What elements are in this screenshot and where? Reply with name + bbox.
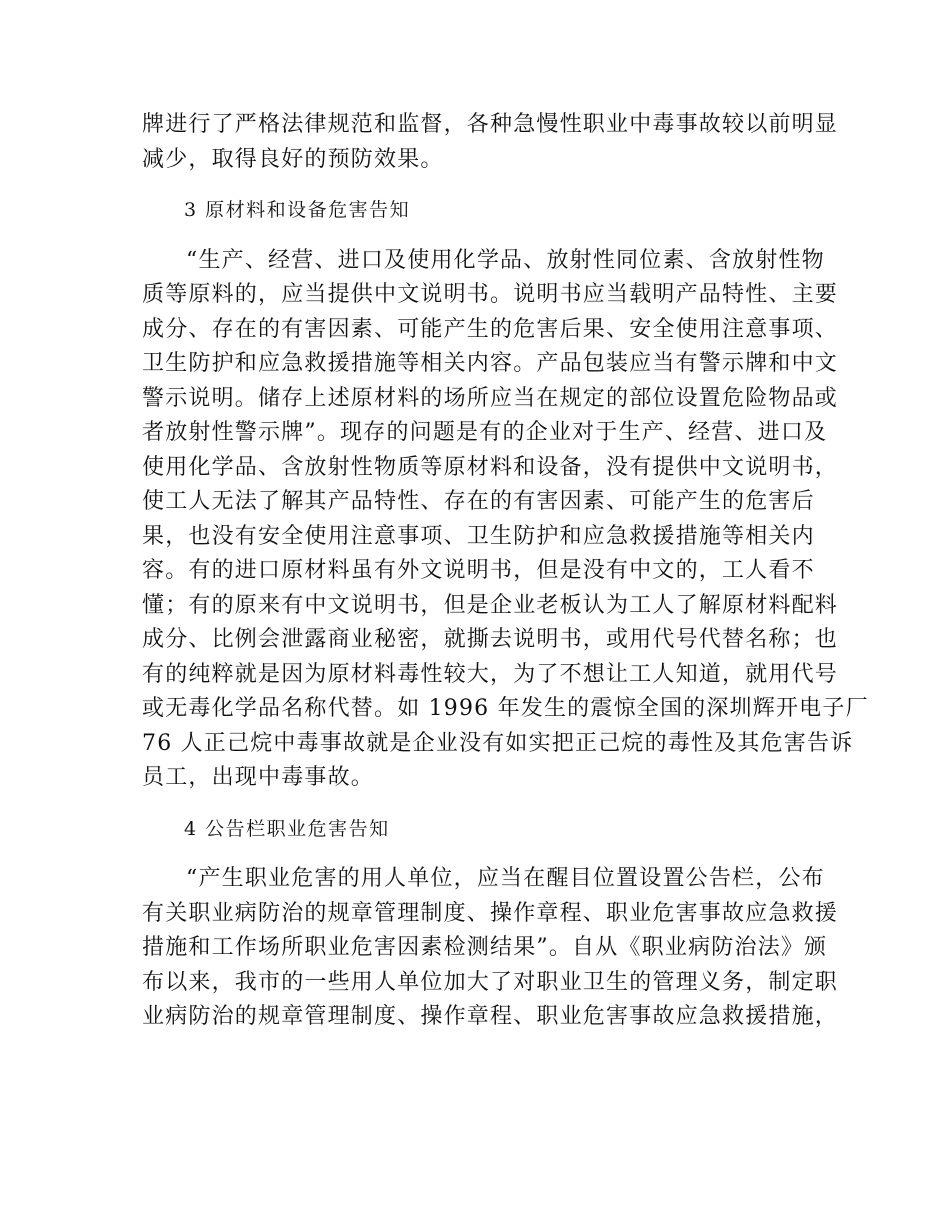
text-line: 减少，取得良好的预防效果。 [142, 146, 444, 172]
text-line: 成分、比例会泄露商业秘密，就撕去说明书，或用代号代替名称；也 [142, 627, 839, 652]
section4-paragraph [142, 862, 839, 1035]
text-line: 容。有的进口原材料虽有外文说明书，但是没有中文的，工人看不 [142, 558, 815, 583]
text-line: 布以来，我市的一些用人单位加大了对职业卫生的管理义务，制定职 [142, 969, 839, 995]
text-line: 员工，出现中毒事故。 [142, 765, 375, 790]
text-line: 措施和工作场所职业危害因素检测结果”。自从《职业病防治法》颁 [142, 935, 828, 960]
text-line: 果，也没有安全使用注意事项、卫生防护和应急救援措施等相关内 [142, 523, 815, 549]
text-line: 成分、存在的有害因素、可能产生的危害后果、安全使用注意事项、 [142, 316, 839, 342]
text-line: 警示说明。储存上述原材料的场所应当在规定的部位设置危险物品或 [142, 385, 839, 411]
section3-paragraph [142, 244, 869, 796]
text-line: 懂；有的原来有中文说明书，但是企业老板认为工人了解原材料配料 [142, 592, 839, 618]
text-line: 业病防治的规章管理制度、操作章程、职业危害事故应急救援措施， [142, 1004, 839, 1029]
text-line: 者放射性警示牌”。现存的问题是有的企业对于生产、经营、进口及 [142, 420, 828, 445]
text-line: “产生职业危害的用人单位，应当在醒目位置设置公告栏，公布 [186, 866, 825, 891]
text-line: “生产、经营、进口及使用化学品、放射性同位素、含放射性物 [186, 247, 825, 273]
text-line: 质等原料的，应当提供中文说明书。说明书应当载明产品特性、主要 [142, 282, 839, 307]
text-line: 使工人无法了解其产品特性、存在的有害因素、可能产生的危害后 [142, 489, 815, 514]
text-line: 有关职业病防治的规章管理制度、操作章程、职业危害事故应急救援 [142, 900, 839, 926]
text-line: 卫生防护和应急救援措施等相关内容。产品包装应当有警示牌和中文 [142, 351, 839, 376]
section-heading-4: 4 公告栏职业危害告知 [184, 817, 390, 840]
text-line: 使用化学品、含放射性物质等原材料和设备，没有提供中文说明书， [142, 454, 839, 480]
text-line: 或无毒化学品名称代替。如 1996 年发生的震惊全国的深圳辉开电子厂 [142, 696, 869, 721]
text-line: 76 人正己烷中毒事故就是企业没有如实把正己烷的毒性及其危害告诉 [142, 730, 854, 756]
document-page [142, 108, 869, 1035]
text-line: 牌进行了严格法律规范和监督，各种急慢性职业中毒事故较以前明显 [142, 112, 839, 137]
paragraph-continuation [142, 108, 839, 177]
text-line: 有的纯粹就是因为原材料毒性较大，为了不想让工人知道，就用代号 [142, 661, 839, 687]
section-heading-3: 3 原材料和设备危害告知 [184, 199, 411, 221]
